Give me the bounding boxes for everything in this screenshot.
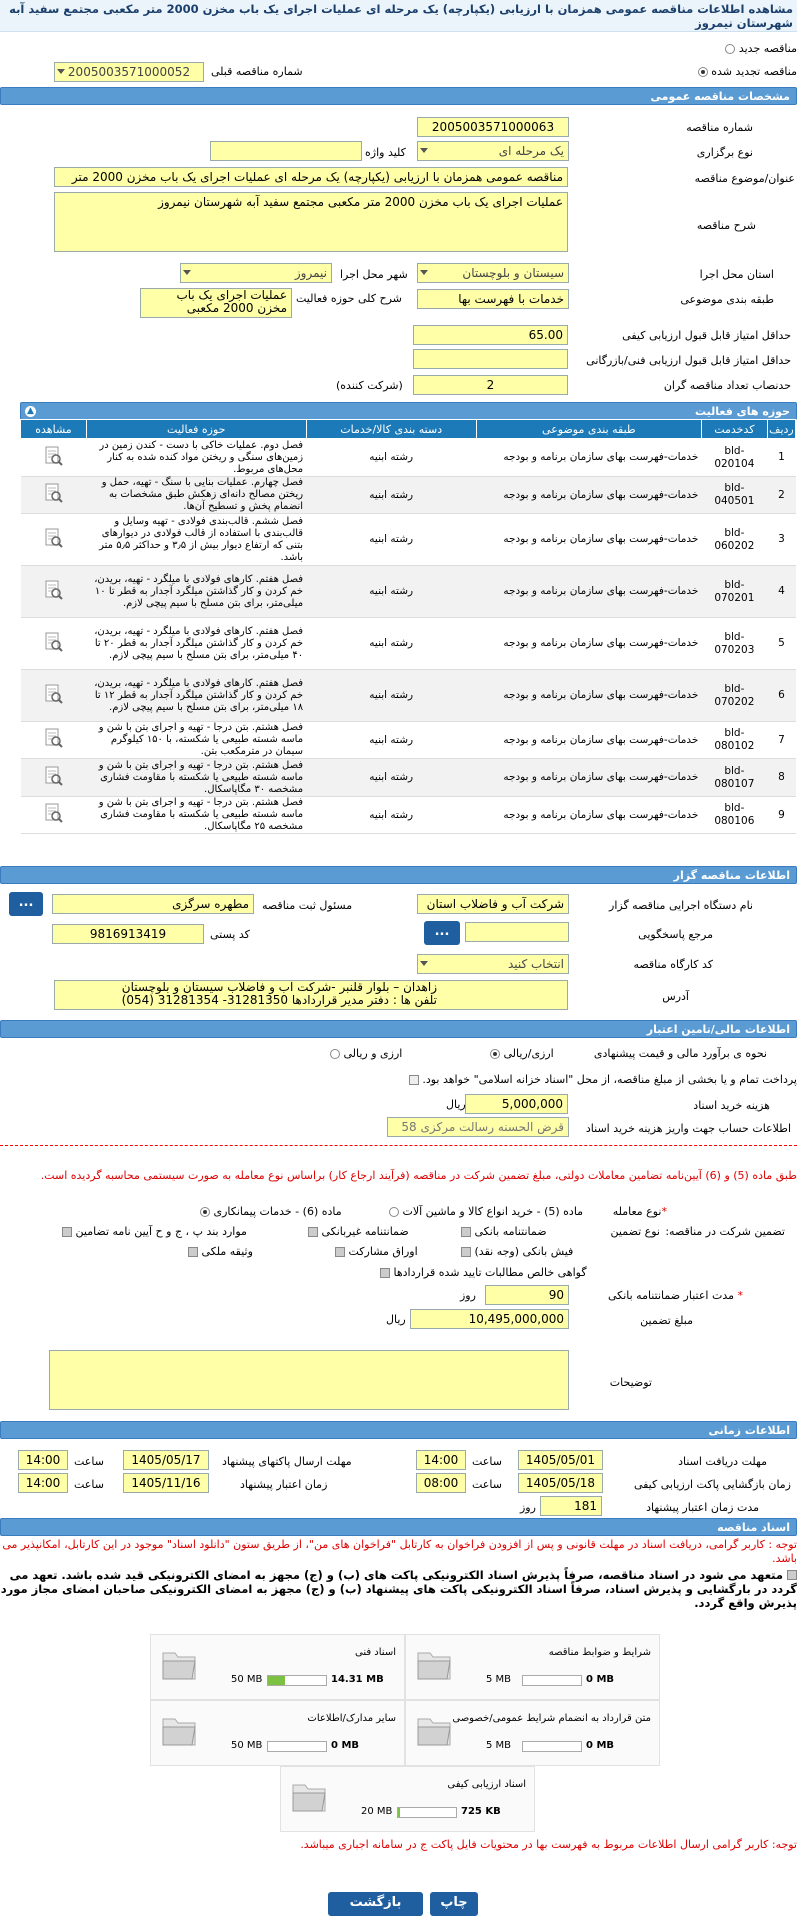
view-cell [21, 670, 87, 722]
activities-row [21, 722, 796, 759]
activities-col-header: دسته بندی کالا/خدمات [306, 420, 476, 439]
goods-category: رشته ابنیه [306, 722, 476, 759]
document-progress-fill [398, 1808, 400, 1817]
open-time-field: 08:00 [416, 1473, 466, 1493]
open-time-label: ساعت [472, 1478, 502, 1491]
doc-cost-label: هزینه خرید اسناد [693, 1099, 770, 1112]
g5-option[interactable]: اوراق مشارکت [335, 1245, 418, 1258]
org-field: شرکت آب و فاضلاب استان [417, 894, 569, 914]
guarantee-label: تضمین شرکت در مناقصه: [665, 1225, 785, 1238]
document-current-size: 0 MB [331, 1740, 360, 1751]
province-select[interactable]: سیستان و بلوچستان [417, 263, 569, 283]
view-cell [21, 722, 87, 759]
category: خدمات-فهرست بهای سازمان برنامه و بودجه [476, 514, 701, 566]
category-label: طبقه بندی موضوعی [680, 293, 774, 306]
document-file-card[interactable] [405, 1700, 660, 1766]
service-code: bld-080107 [701, 759, 767, 797]
activities-row [21, 566, 796, 618]
service-code: bld-060202 [701, 514, 767, 566]
document-progress-bar [267, 1675, 327, 1686]
document-progress-bar [267, 1741, 327, 1752]
deal-opt1-radio[interactable] [389, 1207, 399, 1217]
activity-field: عملیات اجرای یک باب مخزن 2000 مکعبی [140, 288, 292, 318]
g4-checkbox[interactable] [461, 1247, 471, 1257]
holding-label: نوع برگزاری [696, 146, 753, 159]
subject-field[interactable]: مناقصه عمومی همزمان با ارزیابی (یکپارچه) یک مرحله ای عملیات اجرای یک باب مخزن 2000 متر [54, 167, 568, 187]
keyword-label: کلید واژه [365, 146, 406, 159]
document-title: اسناد فنی [355, 1647, 396, 1658]
folder-icon [289, 1775, 329, 1817]
resp-label: مسئول ثبت مناقصه [262, 899, 353, 912]
activity-scope: فصل هفتم. کارهای فولادی با میلگرد - تهیه، بریدن، خم کردن و کار گذاشتن میلگرد آجدار به قطر ۱۲ تا ۱۸ میلی‌متر، برای بتن مسلح با سیم پیچی لازم. [86, 670, 306, 722]
service-code: bld-020104 [701, 439, 767, 477]
document-file-card[interactable] [150, 1634, 405, 1700]
document-current-size: 0 MB [586, 1740, 615, 1751]
goods-category: رشته ابنیه [306, 797, 476, 834]
estimate-fx-rial-radio[interactable] [330, 1049, 340, 1059]
send-time-label: ساعت [74, 1455, 104, 1468]
row-index: 7 [767, 722, 795, 759]
document-max-size: 50 MB [231, 1740, 263, 1751]
activity-scope: فصل هشتم. بتن درجا - تهیه و اجرای بتن با شن و ماسه شسته طبیعی یا شکسته با مقاومت فشاری مشخصه ۲۵ مگاپاسکال. [86, 797, 306, 834]
recv-time-field: 14:00 [416, 1450, 466, 1470]
view-cell [21, 566, 87, 618]
min-bidders-label: حدنصاب تعداد مناقصه گران [663, 379, 791, 392]
activity-scope: فصل چهارم. عملیات بنایی با سنگ - تهیه، حمل و ریختن مصالح دانه‌ای زهکش طبق مشخصات به انضمام پخش و تسطیح آن‌ها. [86, 477, 306, 514]
back-button[interactable]: بازگشت [328, 1892, 423, 1916]
holding-select[interactable]: یک مرحله ای [417, 141, 569, 161]
send-label: مهلت ارسال پاکتهای پیشنهاد [222, 1455, 352, 1468]
notes-field[interactable] [49, 1350, 569, 1410]
view-cell [21, 797, 87, 834]
document-max-size: 5 MB [486, 1674, 512, 1685]
goods-category: رشته ابنیه [306, 618, 476, 670]
service-code: bld-070202 [701, 670, 767, 722]
document-title: اسناد ارزیابی کیفی [447, 1779, 526, 1790]
row-index: 3 [767, 514, 795, 566]
valid-date-field: 1405/11/16 [123, 1473, 209, 1493]
activities-row [21, 439, 796, 477]
document-max-size: 5 MB [486, 1740, 512, 1751]
activities-row [21, 797, 796, 834]
view-cell [21, 439, 87, 477]
folder-icon [159, 1709, 199, 1751]
ref-more-button[interactable]: ... [424, 921, 460, 945]
city-select[interactable]: نیمروز [180, 263, 332, 283]
document-file-card[interactable] [150, 1700, 405, 1766]
recv-label: مهلت دریافت اسناد [678, 1455, 767, 1468]
activities-row [21, 618, 796, 670]
goods-category: رشته ابنیه [306, 514, 476, 566]
activity-scope: فصل دوم. عملیات خاکی با دست - کندن زمین در زمین‌های سنگی و ریختن مواد کنده شده به کنار محل‌های مربوط. [86, 439, 306, 477]
send-time-field: 14:00 [18, 1450, 68, 1470]
commit-text: متعهد می شود در اسناد مناقصه، صرفاً پذیرش اسناد الکترونیکی پاکت های (ب) و (ج) مجهز به امضای الکترونیکی قید شده باشد. تعهد می گردد در بارگشایی و پذیرش اسناد، صرفاً اسناد الکترونیکی پاکت های پیشنهاد (ب) و (ج) مجهز به امضای الکترونیکی صاحبان امضای مجاز مورد پذیرش واقع گردد. [0, 1568, 797, 1610]
estimate-rial-radio[interactable] [490, 1049, 500, 1059]
view-details-icon[interactable] [43, 683, 63, 705]
min-bidders-field: 2 [413, 375, 568, 395]
category: خدمات-فهرست بهای سازمان برنامه و بودجه [476, 477, 701, 514]
ref-field [465, 922, 569, 942]
g3-checkbox[interactable] [62, 1227, 72, 1237]
view-details-icon[interactable] [43, 765, 63, 787]
deal-opt2-radio[interactable] [200, 1207, 210, 1217]
city-label: شهر محل اجرا [340, 268, 408, 281]
treasury-checkbox[interactable] [409, 1075, 419, 1085]
amount-label: مبلغ تضمین [640, 1314, 693, 1327]
view-cell [21, 618, 87, 670]
document-title: شرایط و ضوابط مناقصه [548, 1647, 651, 1658]
activities-col-header: طبقه بندی موضوعی [476, 420, 701, 439]
document-max-size: 50 MB [231, 1674, 263, 1685]
g7-option[interactable]: گواهی خالص مطالبات تایید شده قراردادها [380, 1266, 587, 1279]
min-quality-label: حداقل امتیاز قابل قبول ارزیابی کیفی [622, 329, 791, 342]
resp-field: مطهره سرگزی [52, 894, 254, 914]
g1-option[interactable]: ضمانتنامه بانکی [461, 1225, 547, 1238]
activities-col-header: مشاهده [21, 420, 87, 439]
min-tech-field [413, 349, 568, 369]
folder-icon [159, 1643, 199, 1685]
account-label: اطلاعات حساب جهت واریز هزینه خرید اسناد [585, 1122, 791, 1135]
min-valid-field: 181 [540, 1496, 602, 1516]
activity-scope: فصل هشتم. بتن درجا - تهیه و اجرای بتن با شن و ماسه شسته طبیعی یا شکسته، با ۱۵۰ کیلوگرم سیمان در مترمکعب بتن. [86, 722, 306, 759]
activities-row [21, 477, 796, 514]
guarantee-note: طبق ماده (5) و (6) آیین‌نامه تضامین معاملات دولتی، مبلغ تضمین شرکت در مناقصه (فرآیند ارجاع کار) براساس نوع معامله به صورت سیستمی محاسبه گردیده است. [40, 1169, 797, 1182]
deal-opt2[interactable]: ماده (6) - خدمات پیمانکاری [200, 1205, 342, 1218]
goods-category: رشته ابنیه [306, 759, 476, 797]
validity-label: * مدت اعتبار ضمانتنامه بانکی [607, 1289, 743, 1302]
number-label: شماره مناقصه [686, 121, 753, 134]
notes-label: توضیحات [609, 1376, 652, 1389]
activities-col-header: حوزه فعالیت [86, 420, 306, 439]
documents-note2: توجه: کاربر گرامی ارسال اطلاعات مربوط به فهرست بها در محتویات فایل پاکت ج در سامانه اجباری میباشد. [300, 1838, 797, 1851]
min-tech-label: حداقل امتیاز قابل قبول ارزیابی فنی/بازرگانی [586, 354, 791, 367]
activities-row [21, 670, 796, 722]
category: خدمات-فهرست بهای سازمان برنامه و بودجه [476, 670, 701, 722]
renewed-tender-radio-dot[interactable] [698, 67, 708, 77]
document-max-size: 20 MB [361, 1806, 393, 1817]
amount-field: 10,495,000,000 [410, 1309, 569, 1329]
category: خدمات-فهرست بهای سازمان برنامه و بودجه [476, 439, 701, 477]
deal-label: *نوع معامله [612, 1205, 667, 1218]
view-details-icon[interactable] [43, 802, 63, 824]
new-tender-radio[interactable] [725, 42, 797, 55]
min-quality-field: 65.00 [413, 325, 568, 345]
subject-label: عنوان/موضوع مناقصه [694, 172, 795, 185]
org-label: نام دستگاه اجرایی مناقصه گزار [609, 899, 753, 912]
category: خدمات-فهرست بهای سازمان برنامه و بودجه [476, 759, 701, 797]
activities-col-header: کدخدمت [701, 420, 767, 439]
activities-row [21, 514, 796, 566]
validity-unit: روز [460, 1289, 476, 1302]
organizer-section-header: اطلاعات مناقصه گزار [0, 866, 797, 884]
documents-section-header: اسناد مناقصه [0, 1518, 797, 1536]
postal-label: کد پستی [210, 928, 250, 941]
service-code: bld-070201 [701, 566, 767, 618]
amount-unit: ریال [386, 1313, 406, 1326]
workshop-select[interactable]: انتخاب کنید [417, 954, 569, 974]
row-index: 9 [767, 797, 795, 834]
treasury-label: پرداخت تمام و یا بخشی از مبلغ مناقصه، از محل "اسناد خزانه اسلامی" خواهد بود. [409, 1073, 797, 1086]
open-date-field: 1405/05/18 [518, 1473, 603, 1493]
doc-cost-field: 5,000,000 [465, 1094, 568, 1114]
document-current-size: 725 KB [461, 1806, 501, 1817]
estimate-label: نحوه ی برآورد مالی و قیمت پیشنهادی [593, 1047, 767, 1060]
address-field [54, 980, 568, 1010]
category: خدمات-فهرست بهای سازمان برنامه و بودجه [476, 797, 701, 834]
deal-opt1[interactable]: ماده (5) - خرید انواع کالا و ماشین آلات [389, 1205, 583, 1218]
view-details-icon[interactable] [43, 727, 63, 749]
g2-option[interactable]: ضمانتنامه غیربانکی [308, 1225, 409, 1238]
view-details-icon[interactable] [43, 579, 63, 601]
desc-field[interactable]: عملیات اجرای یک باب مخزن 2000 متر مکعبی مجتمع سفید آبه شهرستان نیمروز [54, 192, 568, 252]
recv-time-label: ساعت [472, 1455, 502, 1468]
tender-number-field: 2005003571000063 [417, 117, 569, 137]
document-title: متن قرارداد به انضمام شرایط عمومی/خصوصی [452, 1713, 651, 1724]
g6-option[interactable]: وثیقه ملکی [188, 1245, 253, 1258]
activity-scope: فصل ششم. قالب‌بندی فولادی - تهیه وسایل و قالب‌بندی با استفاده از قالب فولادی در دیوارهای بتنی که ارتفاع دیوار بیش از ۳٫۵ و حداکثر ۵٫۵ متر باشد. [86, 514, 306, 566]
g3-option[interactable]: موارد بند پ ، ج و ح آیین نامه تضامین [62, 1225, 247, 1238]
goods-category: رشته ابنیه [306, 670, 476, 722]
service-code: bld-080102 [701, 722, 767, 759]
document-progress-bar [397, 1807, 457, 1818]
renewed-tender-label: مناقصه تجدید شده [711, 65, 797, 78]
activities-col-header: ردیف [767, 420, 795, 439]
renewed-tender-radio[interactable] [698, 65, 797, 78]
timing-section-header: اطلاعات زمانی [0, 1421, 797, 1439]
row-index: 6 [767, 670, 795, 722]
folder-icon [414, 1643, 454, 1685]
estimate-rial-option[interactable]: ارزی/ریالی [490, 1047, 554, 1060]
view-details-icon[interactable] [43, 631, 63, 653]
activities-row [21, 759, 796, 797]
view-details-icon[interactable] [43, 527, 63, 549]
category: خدمات-فهرست بهای سازمان برنامه و بودجه [476, 722, 701, 759]
guarantee-type-label: نوع تضمین [610, 1225, 660, 1238]
recv-date-field: 1405/05/01 [518, 1450, 603, 1470]
g1-checkbox[interactable] [461, 1227, 471, 1237]
document-title: سایر مدارک/اطلاعات [307, 1713, 396, 1724]
address-label: آدرس [662, 990, 689, 1003]
view-cell [21, 514, 87, 566]
category-field: خدمات با فهرست بها [417, 289, 569, 309]
documents-note: توجه : کاربر گرامی، دریافت اسناد در مهلت قانونی و پس از افزودن فراخوان به کارتابل "فراخوان های من"، از طریق ستون "دانلود اسناد" موجود در این کارتابل، امکانپذیر می باشد. [2, 1538, 797, 1565]
document-progress-bar [522, 1675, 582, 1686]
valid-label: زمان اعتبار پیشنهاد [240, 1478, 328, 1491]
new-tender-label: مناقصه جدید [738, 42, 797, 55]
row-index: 5 [767, 618, 795, 670]
goods-category: رشته ابنیه [306, 566, 476, 618]
activities-section-header: حوزه های فعالیت ▲ [20, 402, 797, 420]
keyword-field[interactable] [210, 141, 362, 161]
prev-number-label: شماره مناقصه قبلی [211, 65, 303, 78]
valid-time-label: ساعت [74, 1478, 104, 1491]
view-details-icon[interactable] [43, 482, 63, 504]
g7-checkbox[interactable] [380, 1268, 390, 1278]
category: خدمات-فهرست بهای سازمان برنامه و بودجه [476, 566, 701, 618]
view-details-icon[interactable] [43, 445, 63, 467]
province-label: استان محل اجرا [699, 268, 774, 281]
view-cell [21, 477, 87, 514]
validity-field: 90 [485, 1285, 569, 1305]
row-index: 8 [767, 759, 795, 797]
service-code: bld-080106 [701, 797, 767, 834]
prev-number-select[interactable]: 2005003571000052 [54, 62, 204, 82]
row-index: 2 [767, 477, 795, 514]
open-label: زمان بازگشایی پاکت ارزیابی کیفی [633, 1478, 791, 1491]
activity-label: شرح کلی حوزه فعالیت [296, 292, 402, 305]
new-tender-radio-dot[interactable] [725, 44, 735, 54]
g6-checkbox[interactable] [188, 1247, 198, 1257]
document-file-card[interactable] [405, 1634, 660, 1700]
doc-cost-unit: ریال [446, 1098, 466, 1111]
ref-label: مرجع پاسخگویی [638, 928, 713, 941]
goods-category: رشته ابنیه [306, 477, 476, 514]
service-code: bld-070203 [701, 618, 767, 670]
print-button[interactable]: چاپ [430, 1892, 478, 1916]
document-file-card[interactable] [280, 1766, 535, 1832]
desc-label: شرح مناقصه [696, 219, 756, 232]
address-line2: تلفن ها : دفتر مدیر قراردادها 31281350- 31281354 (054) [121, 993, 437, 1007]
workshop-label: کد کارگاه مناقصه [633, 958, 713, 971]
activities-table [20, 419, 796, 834]
document-current-size: 0 MB [586, 1674, 615, 1685]
address-line1: زاهدان – بلوار قلنبر -شرکت آب و فاضلاب سیستان و بلوچستان [121, 980, 437, 994]
finance-section-header: اطلاعات مالی/تامین اعتبار [0, 1020, 797, 1038]
guarantee-divider [0, 1145, 797, 1146]
min-bidders-unit: (شرکت کننده) [336, 379, 403, 392]
min-valid-unit: روز [520, 1501, 536, 1514]
document-progress-fill [268, 1676, 285, 1685]
row-index: 1 [767, 439, 795, 477]
page-title: مشاهده اطلاعات مناقصه عمومی همزمان با ارزیابی (یکپارچه) یک مرحله ای عملیات اجرای یک باب مخزن 2000 متر مکعبی مجتمع سفید آبه شهرستان نیمروز [0, 0, 797, 32]
row-index: 4 [767, 566, 795, 618]
view-cell [21, 759, 87, 797]
min-valid-label: مدت زمان اعتبار پیشنهاد [646, 1501, 759, 1514]
category: خدمات-فهرست بهای سازمان برنامه و بودجه [476, 618, 701, 670]
collapse-icon[interactable]: ▲ [25, 406, 36, 417]
send-date-field: 1405/05/17 [123, 1450, 209, 1470]
document-progress-bar [522, 1741, 582, 1752]
g2-checkbox[interactable] [308, 1227, 318, 1237]
account-field: قرض الحسنه رسالت مرکزی 58 [387, 1117, 569, 1137]
valid-time-field: 14:00 [18, 1473, 68, 1493]
document-current-size: 14.31 MB [331, 1674, 384, 1685]
general-section-header: مشخصات مناقصه عمومی [0, 87, 797, 105]
folder-icon [414, 1709, 454, 1751]
activity-scope: فصل هفتم. کارهای فولادی با میلگرد - تهیه، بریدن، خم کردن و کار گذاشتن میلگرد آجدار به قطر ۲۰ تا ۴۰ میلی‌متر، برای بتن مسلح با سیم پیچی لازم. [86, 618, 306, 670]
service-code: bld-040501 [701, 477, 767, 514]
g4-option[interactable]: فیش بانکی (وجه نقد) [461, 1245, 573, 1258]
activity-scope: فصل هفتم. کارهای فولادی با میلگرد - تهیه، بریدن، خم کردن و کار گذاشتن میلگرد آجدار به قطر تا ۱۰ میلی‌متر، برای بتن مسلح با سیم پیچی لازم. [86, 566, 306, 618]
commit-checkbox[interactable] [787, 1570, 797, 1580]
estimate-fx-rial-option[interactable]: ارزی و ریالی [330, 1047, 402, 1060]
postal-field: 9816913419 [52, 924, 204, 944]
g5-checkbox[interactable] [335, 1247, 345, 1257]
resp-more-button[interactable]: ... [9, 892, 43, 916]
activity-scope: فصل هشتم. بتن درجا - تهیه و اجرای بتن با شن و ماسه شسته طبیعی یا شکسته با مقاومت فشاری مشخصه ۳۰ مگاپاسکال. [86, 759, 306, 797]
goods-category: رشته ابنیه [306, 439, 476, 477]
